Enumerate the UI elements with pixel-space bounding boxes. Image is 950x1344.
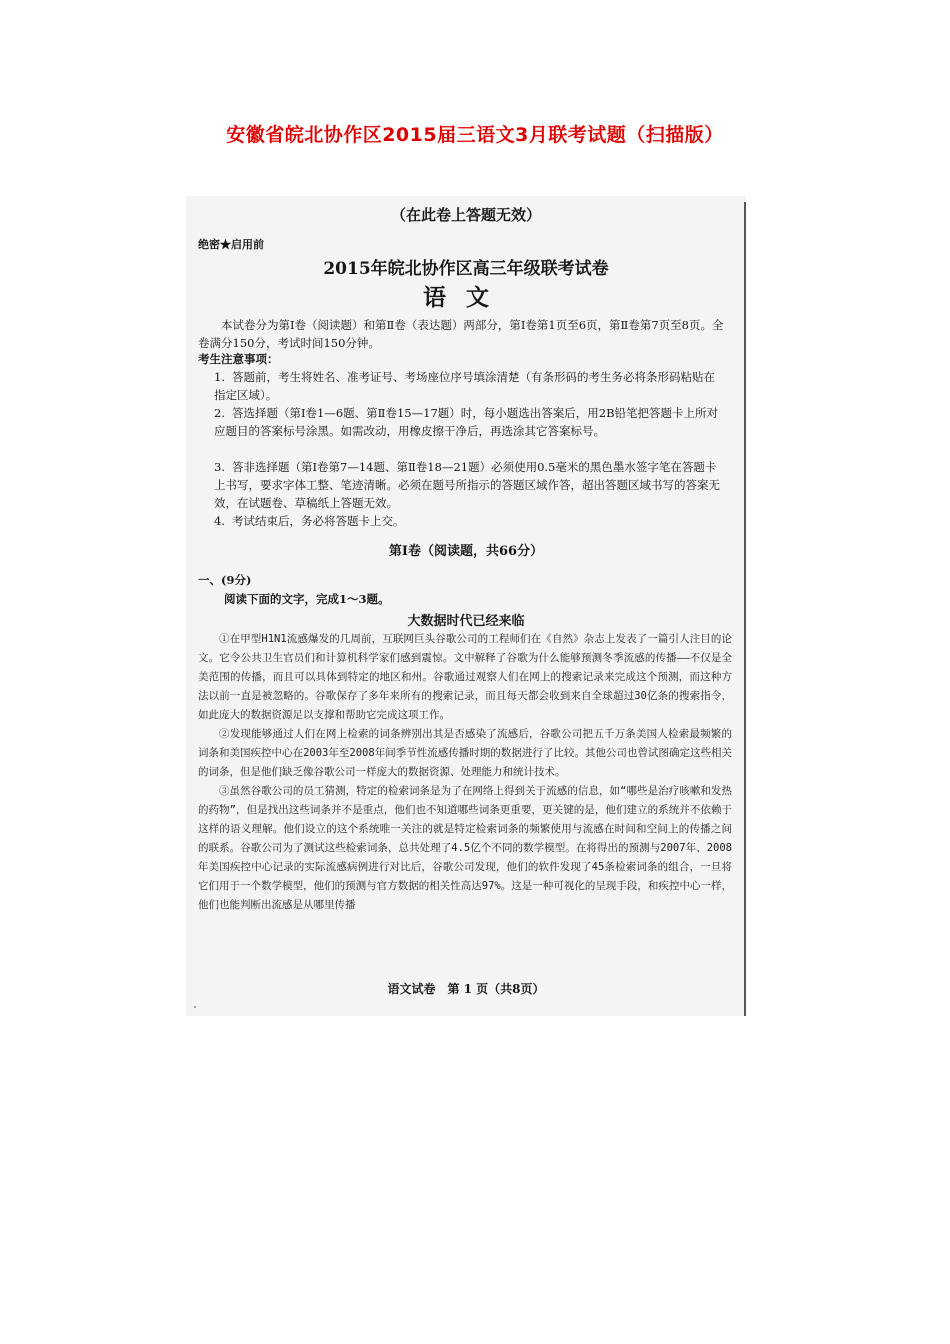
note-text: 答非选择题（第Ⅰ卷第7—14题、第Ⅱ卷18—21题）必须使用0.5毫米的黑色墨水签字笔在答题卡上书写，要求字体工整、笔迹清晰。必须在题号所指示的答题区域作答，超出答题区域书写的答案无效，在试题卷、草稿纸上答题无效。 bbox=[214, 460, 720, 510]
section-heading: 第Ⅰ卷（阅读题，共66分） bbox=[388, 544, 544, 559]
note-item bbox=[214, 404, 726, 440]
note-item bbox=[214, 368, 726, 404]
notes-heading: 考生注意事项： bbox=[198, 352, 279, 366]
article-title: 大数据时代已经来临 bbox=[407, 614, 525, 629]
question-instruction: 阅读下面的文字，完成1～3题。 bbox=[224, 592, 390, 606]
note-text: 答题前，考生将姓名、准考证号、考场座位序号填涂清楚（有条形码的考生务必将条形码粘贴在指定区域）。 bbox=[214, 370, 715, 402]
article-paragraph: ②发现能够通过人们在网上检索的词条辨别出其是否感染了流感后，谷歌公司把五千万条美国人检索最频繁的词条和美国疾控中心在2003年至2008年间季节性流感传播时期的数据进行了比较。其他公司也曾试图确定这些相关的词条，但是他们缺乏像谷歌公司一样庞大的数据资源、处理能力和统计技术。 bbox=[198, 728, 732, 778]
article-paragraph: ①在甲型H1N1流感爆发的几周前，互联网巨头谷歌公司的工程师们在《自然》杂志上发表了一篇引人注目的论文。它令公共卫生官员们和计算机科学家们感到震惊。文中解释了谷歌为什么能够预测冬季流感的传播——不仅是全美范围的传播，而且可以具体到特定的地区和州。谷歌通过观察人们在网上的搜索记录来完成这个预测，而这种方法以前一直是被忽略的。谷歌保存了多年来所有的搜索记录，而且每天都会收到来自全球超过30亿条的搜索指令，如此庞大的数据资源足以支撑和帮助它完成这项工作。 bbox=[198, 633, 732, 721]
page-footer: 语文试卷 第 1 页（共8页） bbox=[387, 982, 545, 996]
subject-title: 语文 bbox=[423, 284, 509, 311]
question-number: 一、(9分) bbox=[198, 573, 252, 587]
note-text: 考试结束后，务必将答题卡上交。 bbox=[232, 514, 405, 528]
exam-intro: 本试卷分为第Ⅰ卷（阅读题）和第Ⅱ卷（表达题）两部分，第Ⅰ卷第1页至6页，第Ⅱ卷第7页至8页。全卷满分150分，考试时间150分钟。 bbox=[198, 318, 724, 350]
article-paragraph: ③虽然谷歌公司的员工猜测，特定的检索词条是为了在网络上得到关于流感的信息，如“哪些是治疗咳嗽和发热的药物”，但是找出这些词条并不是重点，他们也不知道哪些词条更重要，更关键的是，他们建立的系统并不依赖于这样的语义理解。他们设立的这个系统唯一关注的就是特定检索词条的频繁使用与流感在时间和空间上的传播之间的联系。谷歌公司为了测试这些检索词条，总共处理了4.5亿个不同的数学模型。在将得出的预测与2007年、2008年美国疾控中心记录的实际流感病例进行对比后，谷歌公司发现，他们的软件发现了45条检索词条的组合，一旦将它们用于一个数学模型，他们的预测与官方数据的相关性高达97%。这是一种可视化的呈现手段，和疾控中心一样，他们也能判断出流感是从哪里传播 bbox=[198, 785, 732, 911]
secret-label: 绝密★启用前 bbox=[198, 238, 264, 251]
document-title: 安徽省皖北协作区2015届三语文3月联考试题（扫描版） bbox=[226, 124, 724, 146]
answer-invalid-notice: （在此卷上答题无效） bbox=[390, 206, 541, 224]
scan-edge-line bbox=[744, 202, 746, 1016]
exam-title: 2015年皖北协作区高三年级联考试卷 bbox=[323, 259, 609, 279]
scan-speck bbox=[194, 1006, 196, 1008]
note-text: 答选择题（第Ⅰ卷1—6题、第Ⅱ卷15—17题）时，每小题选出答案后，用2B铅笔把答题卡上所对应题目的答案标号涂黑。如需改动，用橡皮擦干净后，再选涂其它答案标号。 bbox=[214, 406, 719, 438]
note-number: 4. bbox=[214, 514, 225, 528]
scanned-exam-page bbox=[186, 196, 746, 1016]
note-number: 3. bbox=[214, 460, 225, 474]
note-number: 1. bbox=[214, 370, 225, 384]
note-number: 2. bbox=[214, 406, 225, 420]
article-body bbox=[198, 630, 732, 915]
note-item bbox=[214, 512, 726, 530]
note-item bbox=[214, 458, 726, 512]
